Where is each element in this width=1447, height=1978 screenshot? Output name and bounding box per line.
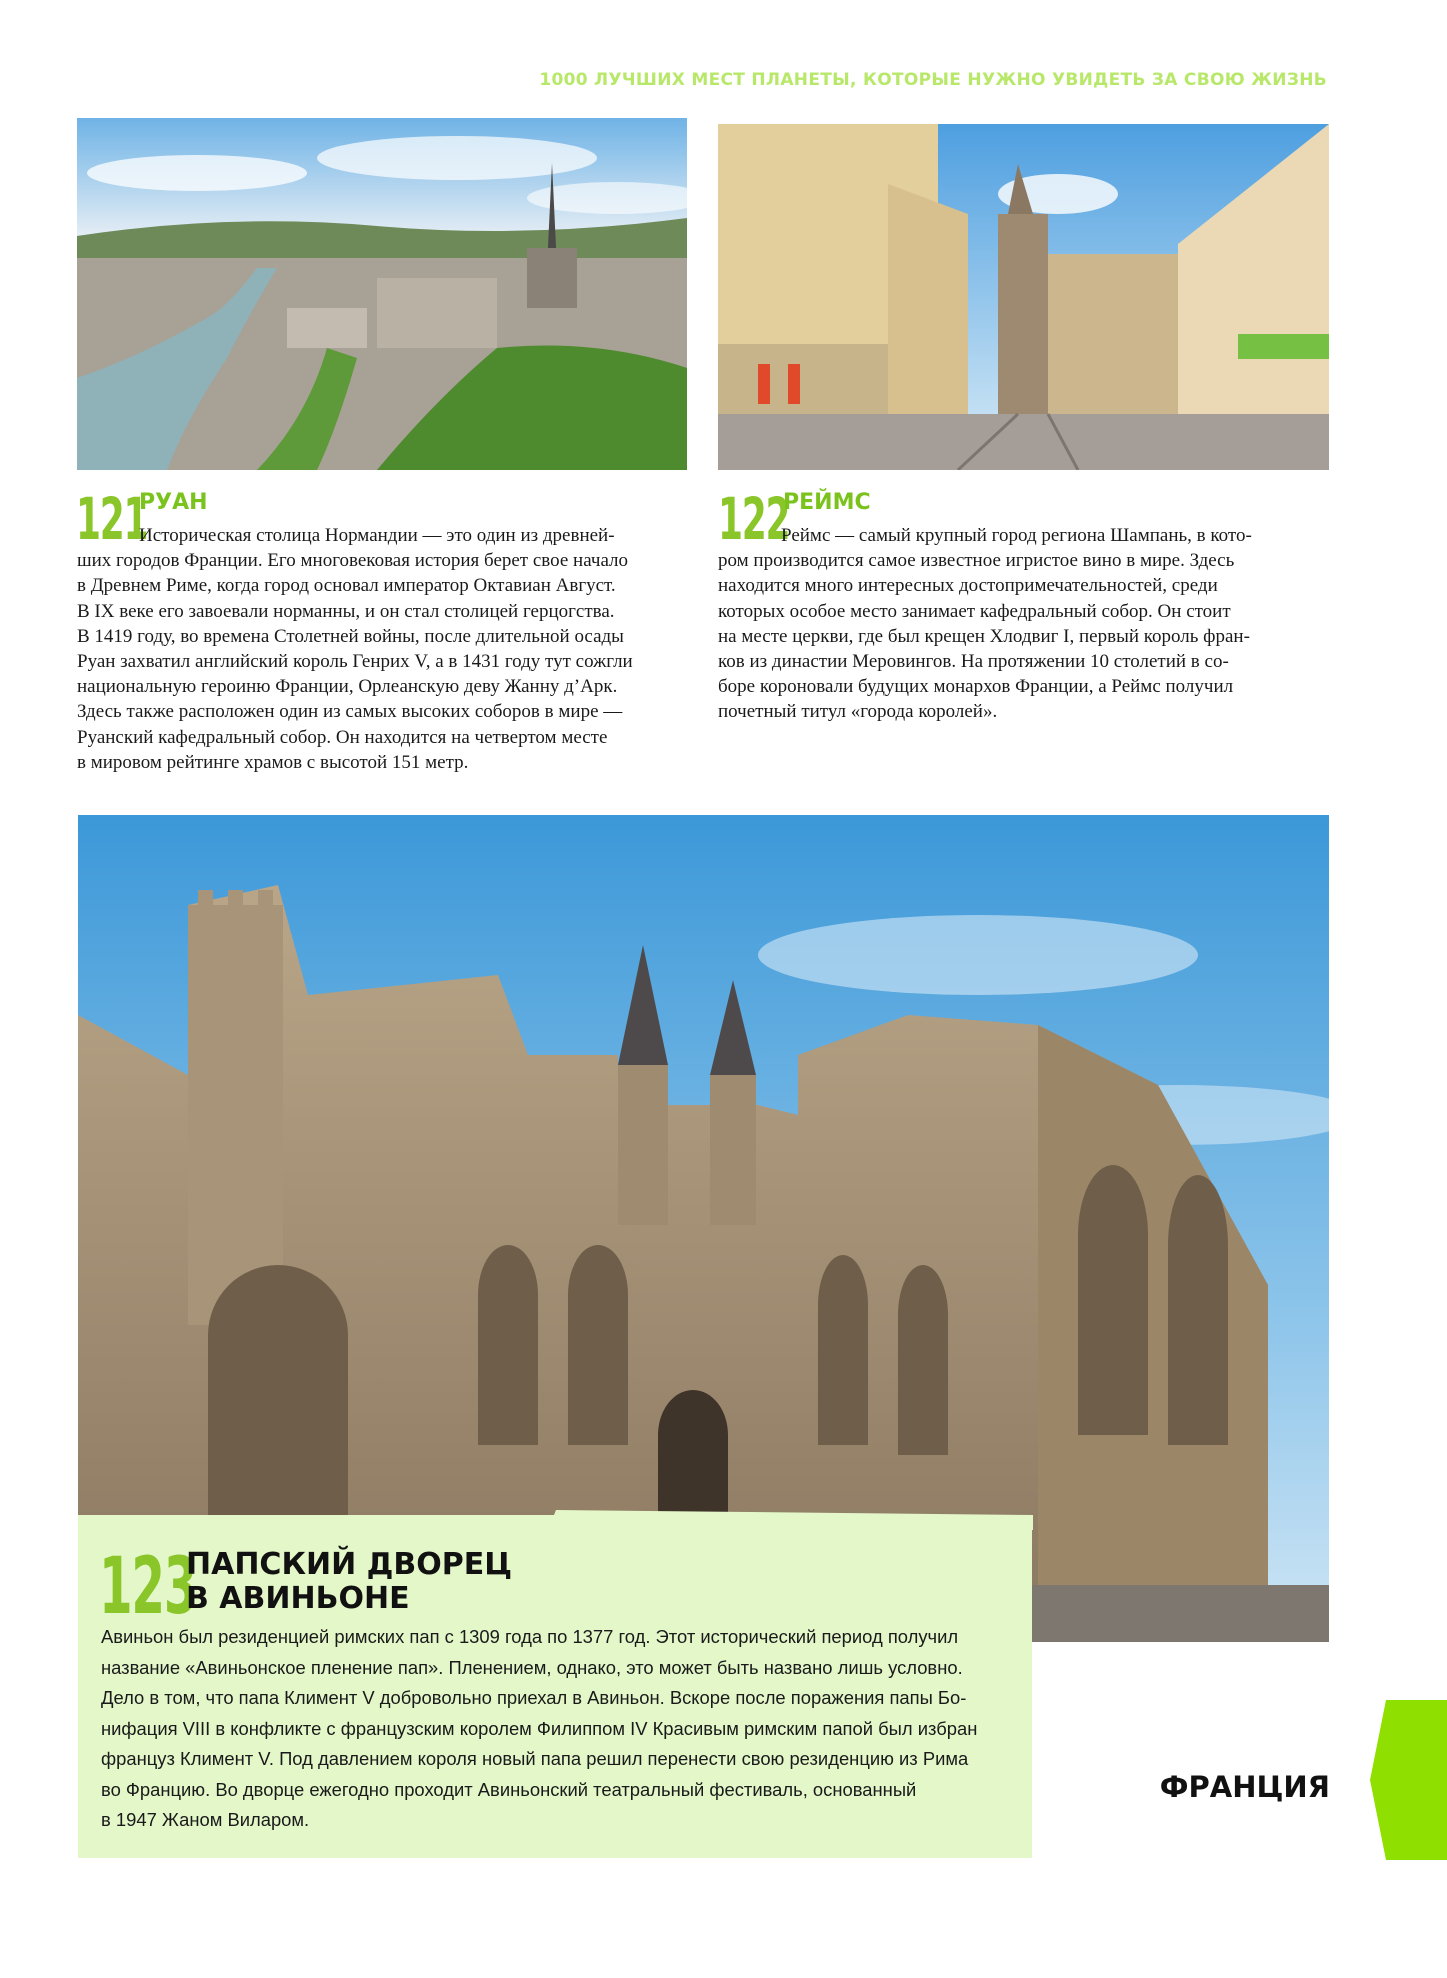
reims-photo <box>718 124 1329 470</box>
text-line: В IX веке его завоевали норманны, и он стал столицей герцогства. <box>77 600 615 622</box>
text-line: Руан захватил английский король Генрих V, а в 1431 году тут сожгли <box>77 651 633 673</box>
title-line: В АВИНЬОНЕ <box>186 1581 410 1616</box>
entry-text-reims <box>718 523 1330 725</box>
entry-text-rouen <box>77 523 689 775</box>
title-line: ПАПСКИЙ ДВОРЕЦ <box>186 1547 513 1582</box>
entry-title-reims: РЕЙМС <box>783 490 871 515</box>
text-line: во Францию. Во дворце ежегодно проходит Авиньонский театральный фестиваль, основанный <box>101 1778 917 1800</box>
text-line: Дело в том, что папа Климент V добровольно приехал в Авиньон. Вскоре после поражения папы Бо- <box>101 1687 967 1708</box>
text-line: Историческая столица Нормандии — это один из древней- <box>139 525 615 546</box>
text-line: национальную героиню Франции, Орлеанскую деву Жанну д’Арк. <box>77 676 618 698</box>
text-line: на месте церкви, где был крещен Хлодвиг I, первый король фран- <box>718 625 1250 647</box>
text-line: Реймс — самый крупный город региона Шампань, в кото- <box>781 525 1252 546</box>
text-line: ков из династии Меровингов. На протяжении 10 столетий в со- <box>718 651 1229 673</box>
rouen-photo <box>77 118 687 470</box>
entry-number-122: 122 <box>718 485 790 553</box>
text-line: которых особое место занимает кафедральный собор. Он стоит <box>718 600 1231 622</box>
text-line: почетный титул «города королей». <box>718 701 998 723</box>
section-name: ФРАНЦИЯ <box>1159 1770 1330 1804</box>
text-line: Авиньон был резиденцией римских пап с 1309 года по 1377 год. Этот исторический период получил <box>101 1626 959 1647</box>
entry-number-123: 123 <box>99 1542 197 1632</box>
running-title: 1000 ЛУЧШИХ МЕСТ ПЛАНЕТЫ, КОТОРЫЕ НУЖНО УВИДЕТЬ ЗА СВОЮ ЖИЗНЬ <box>539 70 1327 90</box>
section-tab <box>1370 1700 1447 1860</box>
text-line: француз Климент V. Под давлением короля новый папа решил перенести свою резиденцию из Рима <box>101 1748 969 1769</box>
text-line: название «Авиньонское пленение пап». Пленением, однако, это может быть названо лишь условно. <box>101 1656 963 1678</box>
text-line: Руанский кафедральный собор. Он находится на четвертом месте <box>77 726 608 748</box>
text-line: В 1419 году, во времена Столетней войны, после длительной осады <box>77 625 624 647</box>
entry-number-121: 121 <box>76 485 148 553</box>
text-line: Здесь также расположен один из самых высоких соборов в мире — <box>77 701 623 723</box>
text-line: находится много интересных достопримечательностей, среди <box>718 575 1218 597</box>
text-line: в Древнем Риме, когда город основал император Октавиан Август. <box>77 575 616 597</box>
entry-title-rouen: РУАН <box>139 490 208 515</box>
text-line: в 1947 Жаном Виларом. <box>101 1809 310 1830</box>
text-line: ром производится самое известное игристое вино в мире. Здесь <box>718 550 1235 572</box>
text-line: боре короновали будущих монархов Франции, а Реймс получил <box>718 676 1234 698</box>
text-line: ших городов Франции. Его многовековая история берет свое начало <box>77 550 629 572</box>
text-line: в мировом рейтинге храмов с высотой 151 метр. <box>77 751 469 773</box>
entry-title-avignon <box>186 1548 512 1616</box>
entry-text-avignon <box>101 1622 1016 1836</box>
text-line: нифация VIII в конфликте с французским королем Филиппом IV Красивым римским папой был избран <box>101 1717 978 1739</box>
